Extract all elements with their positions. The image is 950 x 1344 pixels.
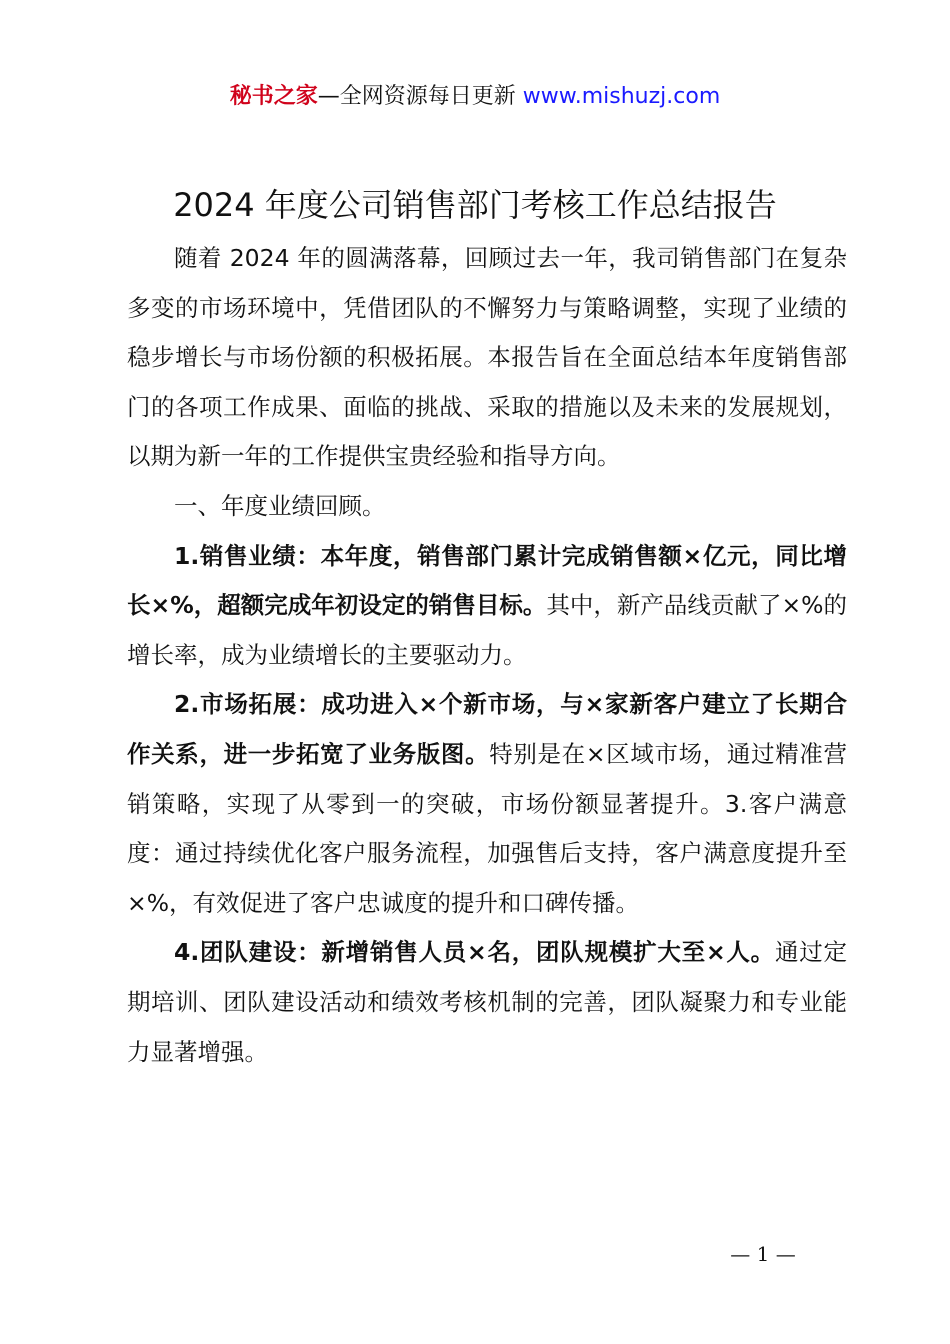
item-1-paragraph: [127, 532, 847, 681]
item-4-paragraph: [127, 928, 847, 1077]
header-tagline: —全网资源每日更新: [317, 84, 516, 109]
item-4-text: 通过定期培训、团队建设活动和绩效考核机制的完善，团队凝聚力和专业能力显著增强。: [127, 938, 847, 1066]
item-2-paragraph: [127, 680, 847, 928]
item-2-text: 特别是在×区域市场，通过精准营销策略，实现了从零到一的突破，市场份额显著提升。3.客户满意度：通过持续优化客户服务流程，加强售后支持，客户满意度提升至×%，有效促进了客户忠诚度的提升和口碑传播。: [127, 739, 847, 917]
document-body: [127, 234, 847, 1077]
site-header: [0, 82, 950, 112]
page-number: — 1 —: [730, 1242, 796, 1266]
site-url[interactable]: www.mishuzj.com: [522, 84, 721, 109]
brand-name: 秘书之家: [229, 84, 318, 109]
item-4-bold-text: 4.团队建设：新增销售人员×名，团队规模扩大至×人。: [174, 938, 775, 967]
section-heading: 一、年度业绩回顾。: [174, 491, 386, 520]
document-title: 2024 年度公司销售部门考核工作总结报告: [173, 186, 777, 224]
item-2-bold-text: 2.市场拓展：成功进入×个新市场，与×家新客户建立了长期合作关系，进一步拓宽了业务版图。: [127, 690, 847, 768]
item-1-text: 其中，新产品线贡献了×%的增长率，成为业绩增长的主要驱动力。: [127, 591, 847, 669]
intro-paragraph: 随着 2024 年的圆满落幕，回顾过去一年，我司销售部门在复杂多变的市场环境中，凭借团队的不懈努力与策略调整，实现了业绩的稳步增长与市场份额的积极拓展。本报告旨在全面总结本年度销售部门的各项工作成果、面临的挑战、采取的措施以及未来的发展规划，以期为新一年的工作提供宝贵经验和指导方向。: [127, 244, 847, 471]
item-1-bold-text: 1.销售业绩：本年度，销售部门累计完成销售额×亿元，同比增长×%，超额完成年初设定的销售目标。: [127, 541, 847, 620]
